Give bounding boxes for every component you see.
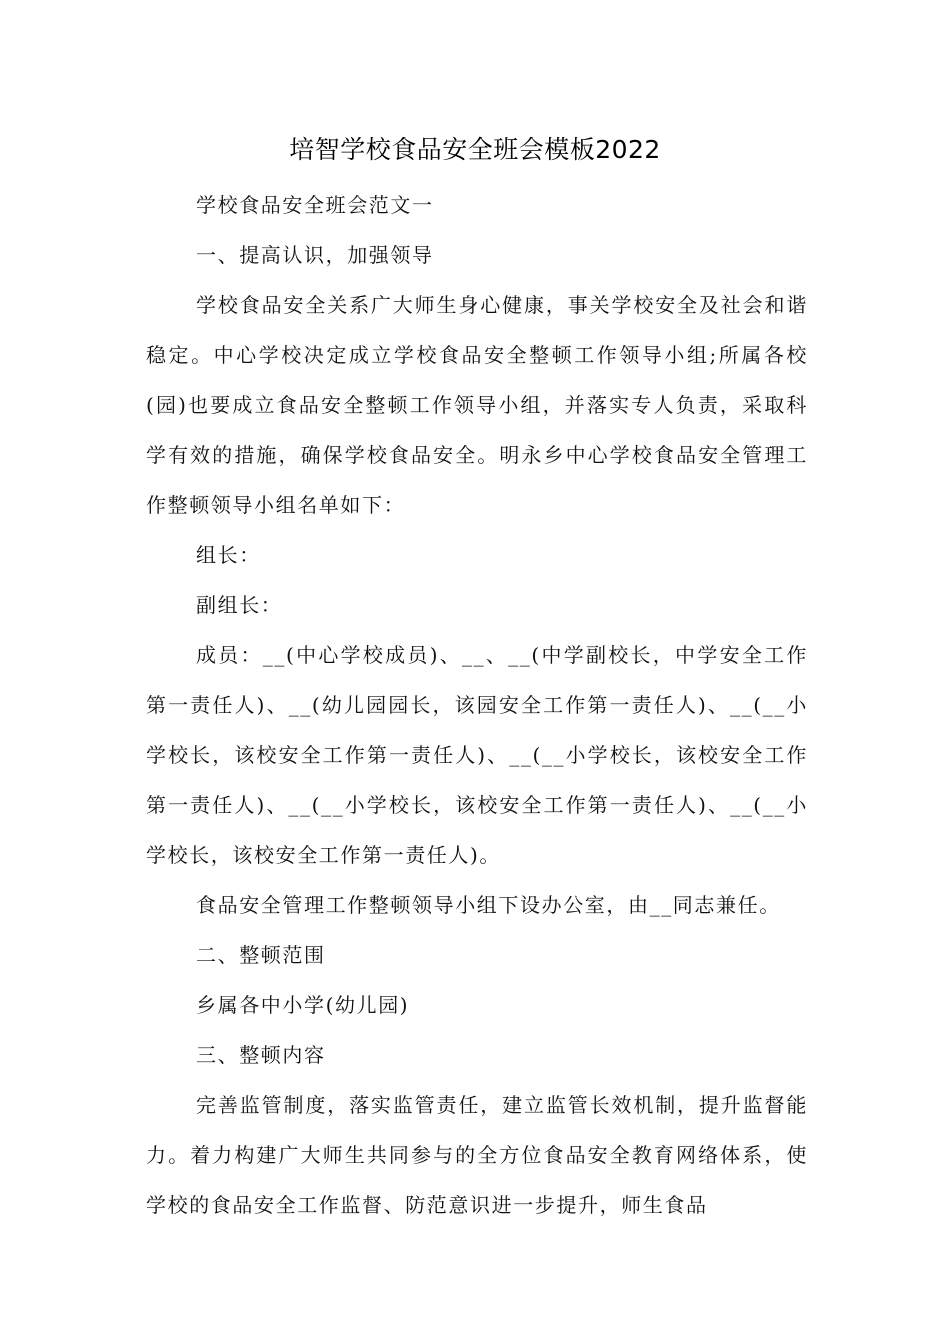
body-paragraph-scope: 乡属各中小学(幼儿园)	[196, 993, 410, 1017]
body-paragraph-deputy-leader: 副组长：	[196, 593, 283, 617]
document-title: 培智学校食品安全班会模板2022	[289, 135, 661, 164]
body-paragraph-content: 完善监管制度，落实监管责任，建立监管长效机制，提升监督能力。着力构建广大师生共同参与的全方位食品安全教育网络体系，使学校的食品安全工作监督、防范意识进一步提升，师生食品	[146, 1093, 808, 1217]
body-paragraph-office: 食品安全管理工作整顿领导小组下设办公室，由__同志兼任。	[196, 893, 781, 917]
body-paragraph: 学校食品安全关系广大师生身心健康，事关学校安全及社会和谐稳定。中心学校决定成立学校食品安全整顿工作领导小组;所属各校(园)也要成立食品安全整顿工作领导小组，并落实专人负责，采取科学有效的措施，确保学校食品安全。明永乡中心学校食品安全管理工作整顿领导小组名单如下：	[146, 293, 808, 517]
section-heading-1: 一、提高认识，加强领导	[196, 243, 434, 267]
section-heading-sample-one: 学校食品安全班会范文一	[196, 193, 434, 217]
body-paragraph-leader: 组长：	[196, 543, 261, 567]
document-body	[146, 180, 808, 1230]
section-heading-2: 二、整顿范围	[196, 943, 326, 967]
body-paragraph-members: 成员：__(中心学校成员)、__、__(中学副校长，中学安全工作第一责任人)、__(幼儿园园长，该园安全工作第一责任人)、__(__小学校长，该校安全工作第一责任人)、__(__小学校长，该校安全工作第一责任人)、__(__小学校长，该校安全工作第一责任人)、__(__小学校长，该校安全工作第一责任人)。	[146, 643, 808, 867]
section-heading-3: 三、整顿内容	[196, 1043, 326, 1067]
